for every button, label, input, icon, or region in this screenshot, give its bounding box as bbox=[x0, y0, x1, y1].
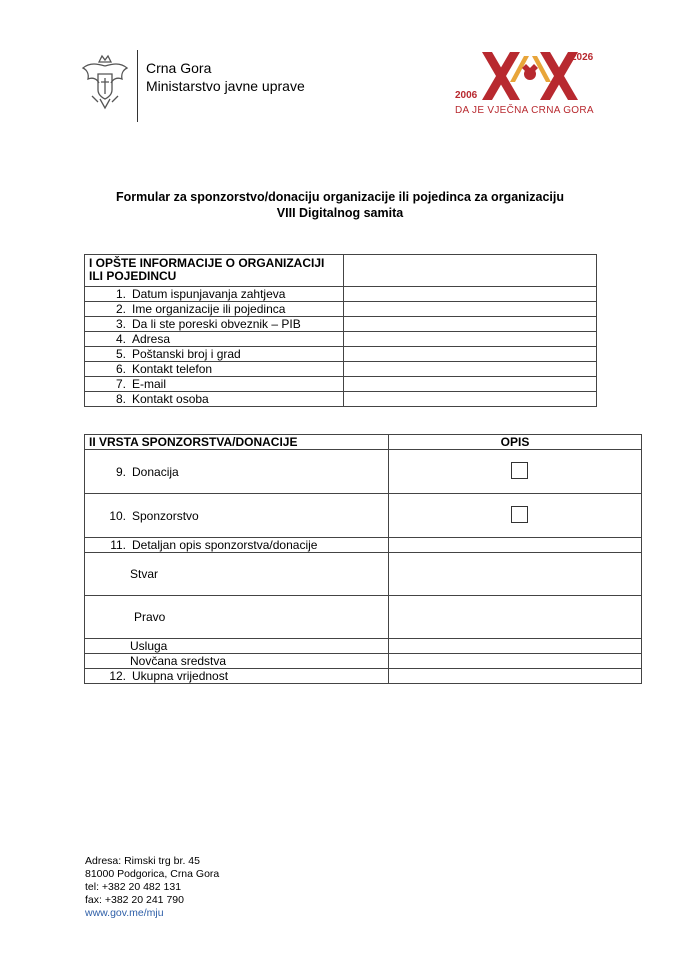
section1-heading: I OPŠTE INFORMACIJE O ORGANIZACIJI ILI POJEDINCU bbox=[85, 255, 344, 287]
sponsorship-type-table bbox=[84, 434, 642, 684]
table-row: 12. Ukupna vrijednost bbox=[85, 669, 642, 684]
table-row: 2. Ime organizacije ili pojedinca bbox=[85, 302, 597, 317]
row-label: Kontakt osoba bbox=[132, 392, 209, 406]
detailed-description-label: Detaljan opis sponzorstva/donacije bbox=[132, 538, 318, 552]
table-row bbox=[85, 596, 642, 639]
footer-address: Adresa: Rimski trg br. 45 bbox=[85, 855, 200, 867]
phone-field[interactable] bbox=[344, 362, 597, 377]
row-label: Poštanski broj i grad bbox=[132, 347, 241, 361]
row-label: Da li ste poreski obveznik – PIB bbox=[132, 317, 301, 331]
section1-heading-value bbox=[344, 255, 597, 287]
organization-name-field[interactable] bbox=[344, 302, 597, 317]
service-label: Usluga bbox=[85, 639, 389, 654]
table-row: 10. Sponzorstvo bbox=[85, 494, 642, 538]
request-date-field[interactable] bbox=[344, 287, 597, 302]
table-row: 9. Donacija bbox=[85, 450, 642, 494]
detailed-description-field[interactable] bbox=[389, 538, 642, 553]
table-row: 8. Kontakt osoba bbox=[85, 392, 597, 407]
row-label: Datum ispunjavanja zahtjeva bbox=[132, 287, 286, 301]
row-label: Ime organizacije ili pojedinca bbox=[132, 302, 286, 316]
donation-label: Donacija bbox=[132, 464, 179, 479]
ministry-name: Ministarstvo javne uprave bbox=[146, 78, 305, 94]
table-row: 4. Adresa bbox=[85, 332, 597, 347]
sponsorship-checkbox[interactable] bbox=[511, 506, 528, 523]
contact-person-field[interactable] bbox=[344, 392, 597, 407]
email-field[interactable] bbox=[344, 377, 597, 392]
opis-heading: OPIS bbox=[389, 435, 642, 450]
table-row bbox=[85, 654, 642, 669]
row-label: E-mail bbox=[132, 377, 167, 391]
footer-website-link[interactable]: www.gov.me/mju bbox=[85, 907, 164, 919]
total-value-field[interactable] bbox=[389, 669, 642, 684]
country-name: Crna Gora bbox=[146, 60, 212, 76]
footer-phone: tel: +382 20 482 131 bbox=[85, 881, 182, 893]
address-field[interactable] bbox=[344, 332, 597, 347]
right-label: Pravo bbox=[85, 596, 389, 639]
item-label: Stvar bbox=[85, 553, 389, 596]
tax-id-field[interactable] bbox=[344, 317, 597, 332]
form-title-line2: VIII Digitalnog samita bbox=[276, 206, 404, 220]
donation-checkbox[interactable] bbox=[511, 462, 528, 479]
funds-label: Novčana sredstva bbox=[85, 654, 389, 669]
postal-code-city-field[interactable] bbox=[344, 347, 597, 362]
service-field[interactable] bbox=[389, 639, 642, 654]
jubilee-year-end: 2026 bbox=[571, 52, 594, 63]
form-title-line1: Formular za sponzorstvo/donaciju organizacije ili pojedinca za organizaciju bbox=[115, 190, 564, 204]
section2-heading: II VRSTA SPONZORSTVA/DONACIJE bbox=[85, 435, 389, 450]
table-row: 7. E-mail bbox=[85, 377, 597, 392]
footer-fax: fax: +382 20 241 790 bbox=[85, 894, 184, 906]
row-label: Kontakt telefon bbox=[132, 362, 213, 376]
row-label: Adresa bbox=[132, 332, 171, 346]
right-field[interactable] bbox=[389, 596, 642, 639]
table-row: 11. Detaljan opis sponzorstva/donacije bbox=[85, 538, 642, 553]
coat-of-arms-icon bbox=[80, 52, 130, 112]
funds-field[interactable] bbox=[389, 654, 642, 669]
general-info-table bbox=[84, 254, 597, 407]
total-value-label: Ukupna vrijednost bbox=[132, 669, 229, 683]
table-row bbox=[85, 639, 642, 654]
item-field[interactable] bbox=[389, 553, 642, 596]
table-row: 5. Poštanski broj i grad bbox=[85, 347, 597, 362]
table-row: 6. Kontakt telefon bbox=[85, 362, 597, 377]
header-divider bbox=[137, 50, 138, 122]
footer-city: 81000 Podgorica, Crna Gora bbox=[85, 868, 220, 880]
sponsorship-label: Sponzorstvo bbox=[132, 508, 199, 523]
jubilee-motto: DA JE VJEČNA CRNA GORA bbox=[455, 105, 594, 116]
table-row bbox=[85, 553, 642, 596]
table-row: 3. Da li ste poreski obveznik – PIB bbox=[85, 317, 597, 332]
table-row: 1. Datum ispunjavanja zahtjeva bbox=[85, 287, 597, 302]
jubilee-year-start: 2006 bbox=[455, 90, 478, 101]
